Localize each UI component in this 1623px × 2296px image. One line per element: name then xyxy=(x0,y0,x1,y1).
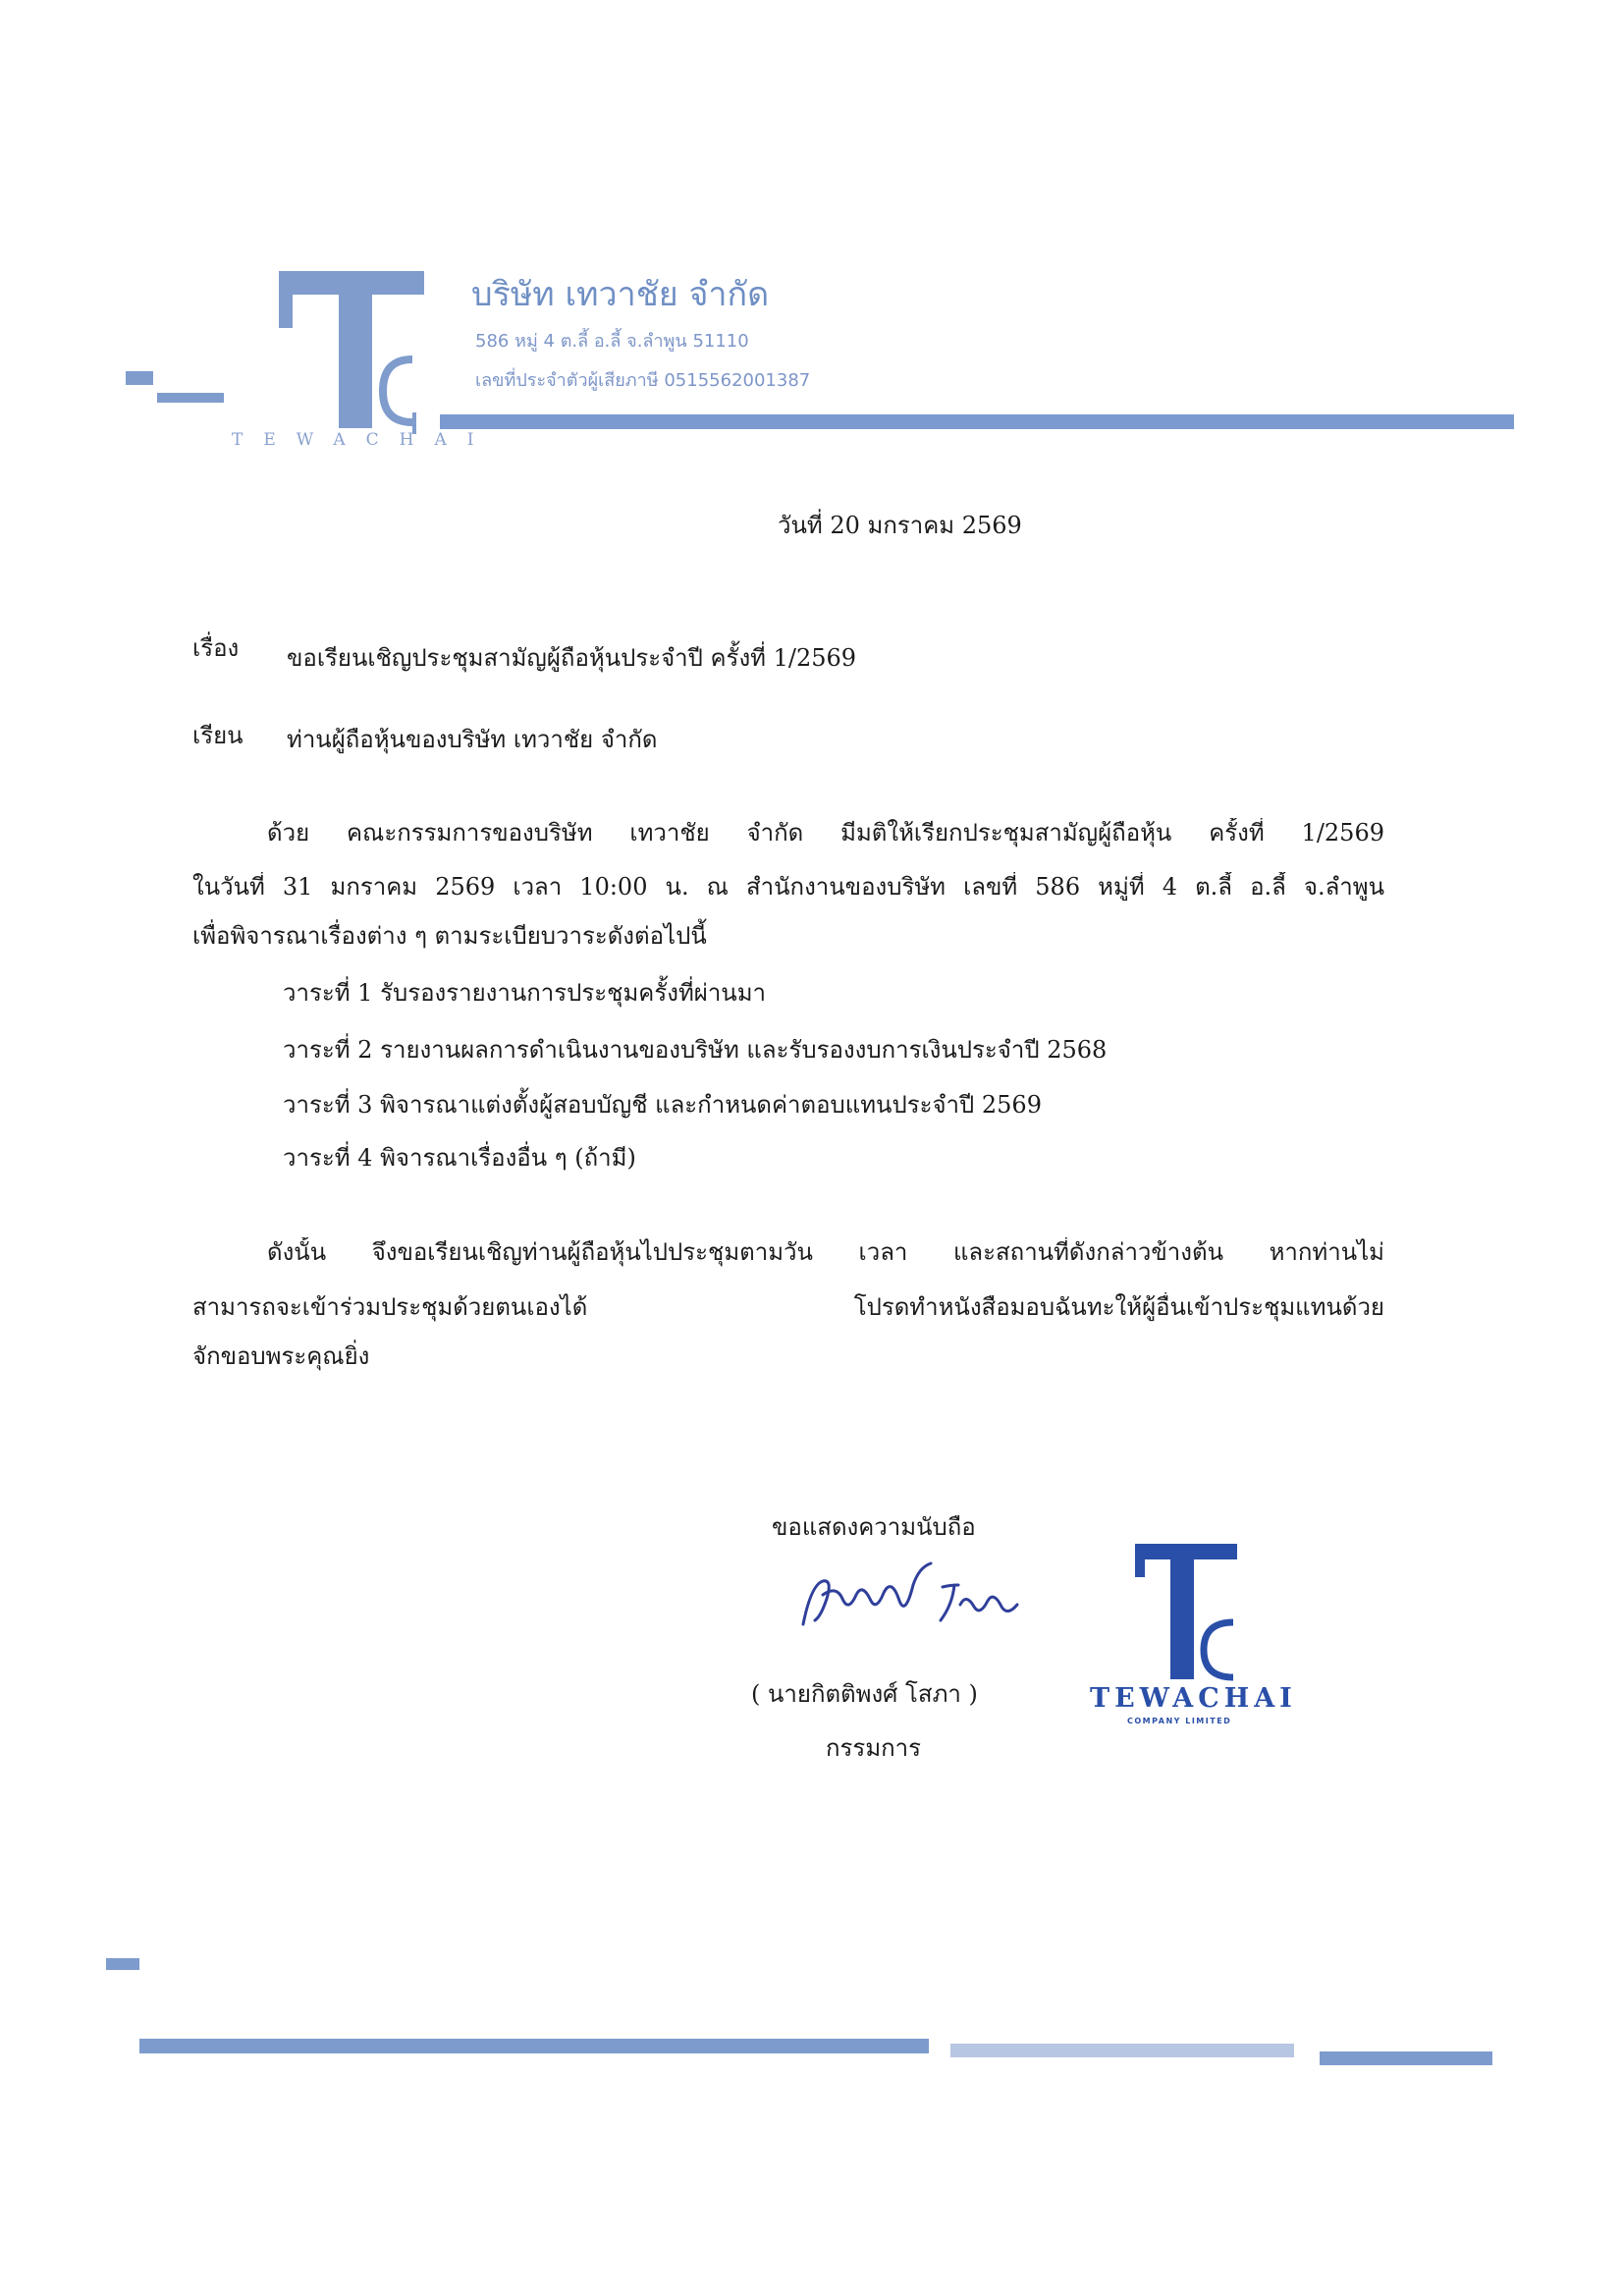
letterhead-dash-mid xyxy=(157,393,224,403)
company-address: 586 หมู่ 4 ต.ลี้ อ.ลี้ จ.ลำพูน 51110 xyxy=(475,331,749,352)
handwritten-signature xyxy=(793,1556,1029,1638)
closing-line-2: สามารถจะเข้าร่วมประชุมด้วยตนเองได้ โปรดทำหนังสือมอบฉันทะให้ผู้อื่นเข้าประชุมแทนด้วย xyxy=(192,1293,1384,1321)
recipient-text: ท่านผู้ถือหุ้นของบริษัท เทวาชัย จำกัด xyxy=(287,726,658,753)
signatory-title: กรรมการ xyxy=(826,1734,922,1762)
intro-line-3: เพื่อพิจารณาเรื่องต่าง ๆ ตามระเบียบวาระดังต่อไปนี้ xyxy=(192,922,707,950)
letterhead-rule xyxy=(440,414,1514,429)
agenda-item-2: วาระที่ 2 รายงานผลการดำเนินงานของบริษัท และรับรองงบการเงินประจำปี 2568 xyxy=(283,1036,1108,1064)
letterhead-wordmark: TEWACHAI xyxy=(232,430,495,450)
intro-line-2: ในวันที่ 31 มกราคม 2569 เวลา 10:00 น. ณ สำนักงานของบริษัท เลขที่ 586 หมู่ที่ 4 ต.ลี้ อ.ลี้ จ.ลำพูน xyxy=(192,873,1384,901)
letterhead-logo xyxy=(236,265,461,452)
footer-bar-3 xyxy=(1320,2051,1492,2065)
closing-line-3: จักขอบพระคุณยิ่ง xyxy=(192,1342,370,1370)
footer-bar-2 xyxy=(950,2044,1294,2057)
footer-bar-1 xyxy=(139,2039,929,2053)
agenda-item-1: วาระที่ 1 รับรองรายงานการประชุมครั้งที่ผ่านมา xyxy=(283,979,767,1007)
stamp-company-name: TEWACHAI xyxy=(1090,1683,1297,1714)
agenda-item-4: วาระที่ 4 พิจารณาเรื่องอื่น ๆ (ถ้ามี) xyxy=(283,1144,636,1172)
signatory-name: ( นายกิตติพงศ์ โสภา ) xyxy=(751,1680,978,1708)
recipient-label: เรียน xyxy=(192,722,243,749)
footer-dash xyxy=(106,1958,139,1970)
company-tax-id: เลขที่ประจำตัวผู้เสียภาษี 0515562001387 xyxy=(475,370,811,391)
letterhead-dash-left xyxy=(126,371,153,385)
company-name: บริษัท เทวาชัย จำกัด xyxy=(471,275,770,314)
subject-text: ขอเรียนเชิญประชุมสามัญผู้ถือหุ้นประจำปี ครั้งที่ 1/2569 xyxy=(287,644,857,672)
intro-line-1: ด้วย คณะกรรมการของบริษัท เทวาชัย จำกัด มีมติให้เรียกประชุมสามัญผู้ถือหุ้น ครั้งที่ 1/2569 xyxy=(267,819,1384,847)
agenda-item-3: วาระที่ 3 พิจารณาแต่งตั้งผู้สอบบัญชี และกำหนดค่าตอบแทนประจำปี 2569 xyxy=(283,1091,1042,1119)
closing-salutation: ขอแสดงความนับถือ xyxy=(772,1513,976,1541)
letter-date: วันที่ 20 มกราคม 2569 xyxy=(778,512,1022,539)
closing-line-1: ดังนั้น จึงขอเรียนเชิญท่านผู้ถือหุ้นไปประชุมตามวัน เวลา และสถานที่ดังกล่าวข้างต้น หากท่านไม่ xyxy=(267,1238,1384,1266)
subject-label: เรื่อง xyxy=(192,634,240,662)
stamp-company-subtitle: COMPANY LIMITED xyxy=(1127,1717,1232,1725)
